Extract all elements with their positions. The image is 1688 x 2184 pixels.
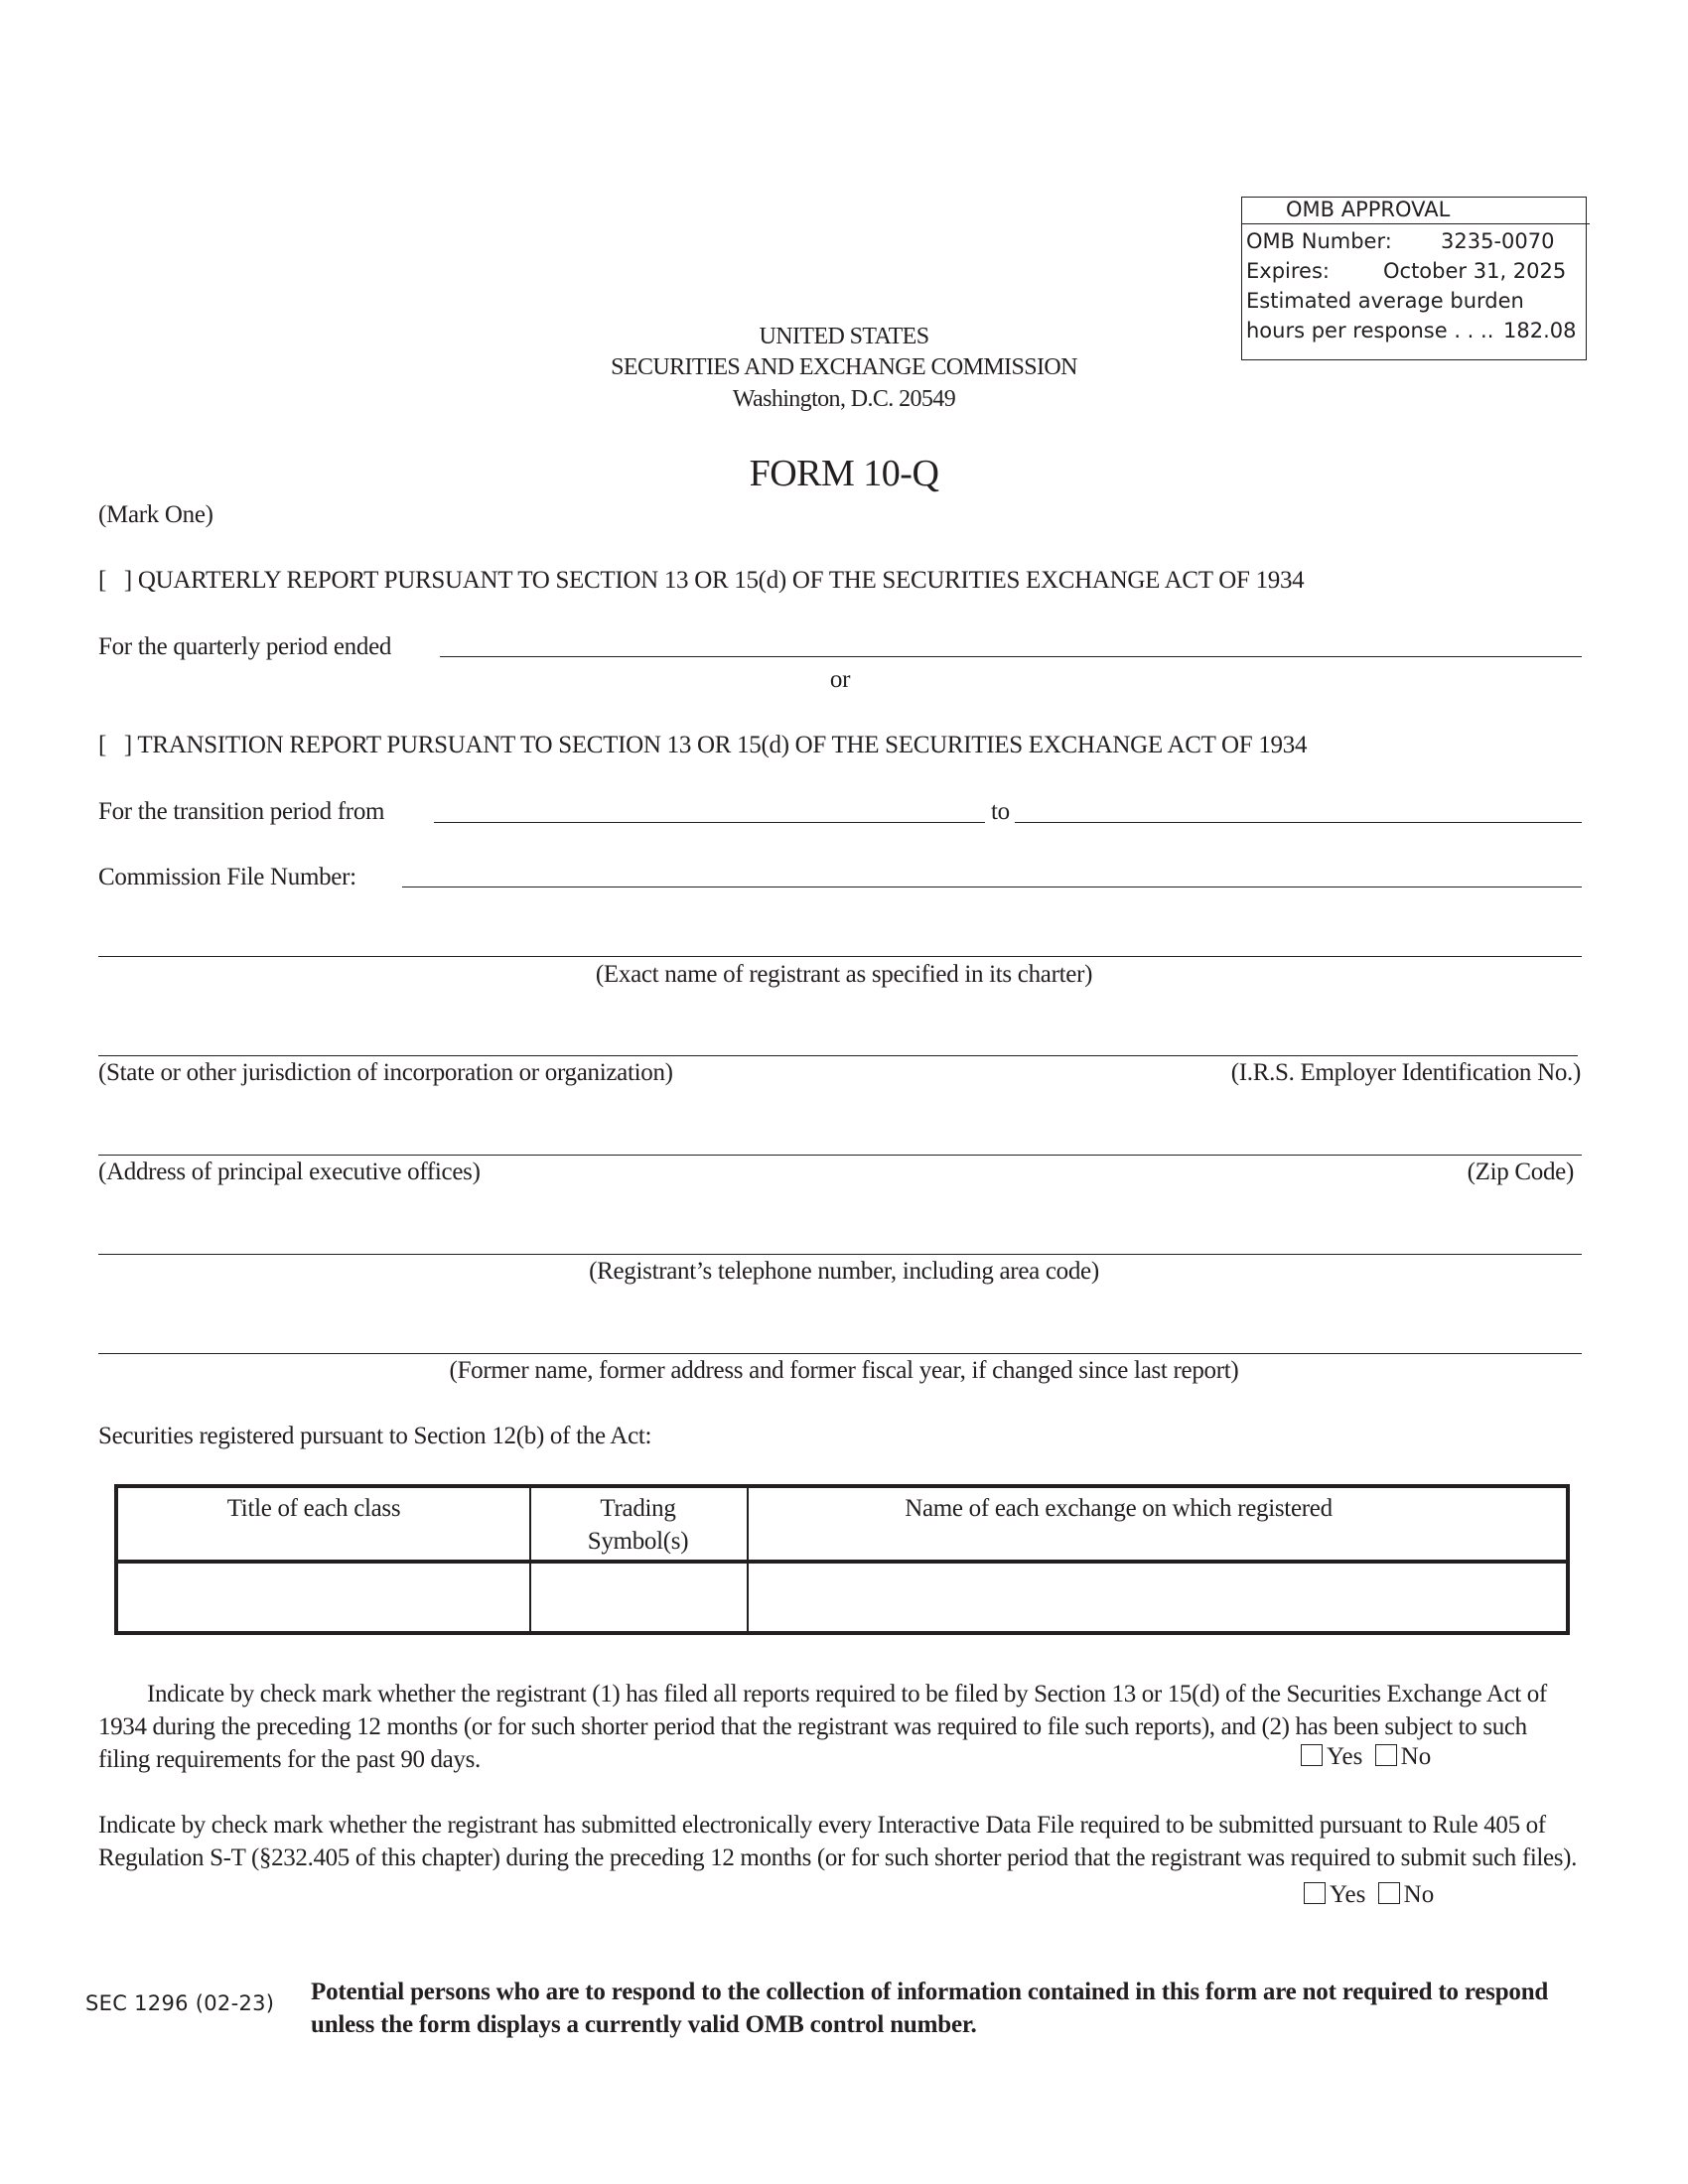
expires-label: Expires: [1246, 259, 1330, 283]
quarterly-checkbox[interactable]: [ ] [98, 567, 132, 594]
agency-line-3: Washington, D.C. 20549 [732, 386, 956, 412]
burden-hours-label: hours per response . . .. [1246, 319, 1494, 342]
transition-checkbox[interactable]: [ ] [98, 732, 132, 758]
former-name-caption: (Former name, former address and former fiscal year, if changed since last report) [449, 1357, 1239, 1384]
zip-caption: (Zip Code) [1467, 1159, 1574, 1185]
agency-line-1: UNITED STATES [759, 324, 929, 349]
column-header-title: Title of each class [226, 1495, 401, 1522]
address-caption: (Address of principal executive offices) [98, 1159, 481, 1185]
commission-file-label: Commission File Number: [98, 864, 356, 890]
quarterly-report-label: QUARTERLY REPORT PURSUANT TO SECTION 13 OR 15(d) OF THE SECURITIES EXCHANGE ACT OF 1934 [137, 567, 1305, 594]
registrant-name-caption: (Exact name of registrant as specified in its charter) [595, 961, 1093, 988]
reporting-compliance-options [1301, 1743, 1431, 1771]
telephone-field[interactable] [98, 1254, 1582, 1255]
omb-number-value: 3235-0070 [1441, 229, 1555, 253]
cell-trading-symbol[interactable] [529, 1564, 747, 1631]
transition-report-label: TRANSITION REPORT PURSUANT TO SECTION 13 OR 15(d) OF THE SECURITIES EXCHANGE ACT OF 1934 [137, 732, 1308, 758]
quarterly-report-option[interactable] [98, 567, 1304, 595]
transition-from-label: For the transition period from [98, 798, 385, 825]
former-name-field[interactable] [98, 1353, 1582, 1354]
quarterly-period-label: For the quarterly period ended [98, 633, 392, 660]
form-title: FORM 10-Q [749, 453, 939, 494]
or-separator: or [829, 666, 851, 693]
interactive-data-question-text: Indicate by check mark whether the registrant has submitted electronically every Interactive Data File required to be submitted pursuant to Rule 405 of Regulation S-T (§232.405 of this chapter) during the preceding 12 months (or for such shorter period that the registrant was required to submit such files). [98, 1812, 1578, 1871]
state-caption: (State or other jurisdiction of incorporation or organization) [98, 1059, 673, 1086]
cell-exchange-name[interactable] [747, 1564, 1570, 1631]
telephone-caption: (Registrant’s telephone number, including area code) [589, 1258, 1099, 1285]
interactive-no-label: No [1403, 1881, 1435, 1908]
transition-report-option[interactable] [98, 732, 1307, 759]
reporting-no-label: No [1400, 1743, 1432, 1770]
transition-from-field[interactable] [434, 822, 985, 823]
omb-header-label: OMB APPROVAL [1286, 198, 1451, 221]
transition-to-label: to [991, 798, 1010, 825]
column-header-trading-symbol [529, 1492, 747, 1558]
mark-one-label: (Mark One) [98, 501, 213, 528]
interactive-yes-label: Yes [1330, 1881, 1366, 1908]
interactive-yes-checkbox[interactable] [1304, 1882, 1326, 1904]
agency-line-2: SECURITIES AND EXCHANGE COMMISSION [611, 354, 1077, 380]
interactive-no-checkbox[interactable] [1378, 1882, 1400, 1904]
column-header-exchange: Name of each exchange on which registered [905, 1495, 1333, 1522]
omb-header [1242, 198, 1590, 224]
column-header-trading: Trading [600, 1495, 676, 1522]
burden-hours-value: 182.08 [1503, 319, 1577, 342]
securities-intro: Securities registered pursuant to Section 12(b) of the Act: [98, 1423, 652, 1449]
form-code: SEC 1296 (02-23) [85, 1991, 275, 2015]
transition-to-field[interactable] [1015, 822, 1582, 823]
reporting-compliance-question: Indicate by check mark whether the registrant (1) has filed all reports required to be filed by Section 13 or 15(d) of the Securities Exchange Act of 1934 during the preceding 12 months (or for such shorter period that the registrant was required to file such reports), and (2) has been subject to such filing requirements for the past 90 days. [98, 1681, 1547, 1773]
irs-caption: (I.R.S. Employer Identification No.) [1230, 1059, 1581, 1086]
cell-title-of-class[interactable] [118, 1564, 529, 1631]
reporting-yes-label: Yes [1327, 1743, 1363, 1770]
column-header-symbols: Symbol(s) [587, 1528, 689, 1555]
address-zip-field[interactable] [98, 1155, 1582, 1156]
omb-notice: Potential persons who are to respond to the collection of information contained in this form are not required to respond unless the form displays a currently valid OMB control number. [311, 1979, 1549, 2038]
state-irs-field[interactable] [98, 1055, 1578, 1056]
burden-label: Estimated average burden [1246, 289, 1524, 313]
reporting-yes-checkbox[interactable] [1301, 1744, 1323, 1766]
omb-number-label: OMB Number: [1246, 229, 1392, 253]
registrant-name-field[interactable] [98, 956, 1582, 957]
quarterly-period-field[interactable] [440, 656, 1582, 657]
interactive-data-question [98, 1809, 1582, 1874]
expires-value: October 31, 2025 [1383, 259, 1567, 283]
securities-table [114, 1484, 1570, 1635]
interactive-data-options [1304, 1881, 1434, 1909]
reporting-no-checkbox[interactable] [1375, 1744, 1397, 1766]
